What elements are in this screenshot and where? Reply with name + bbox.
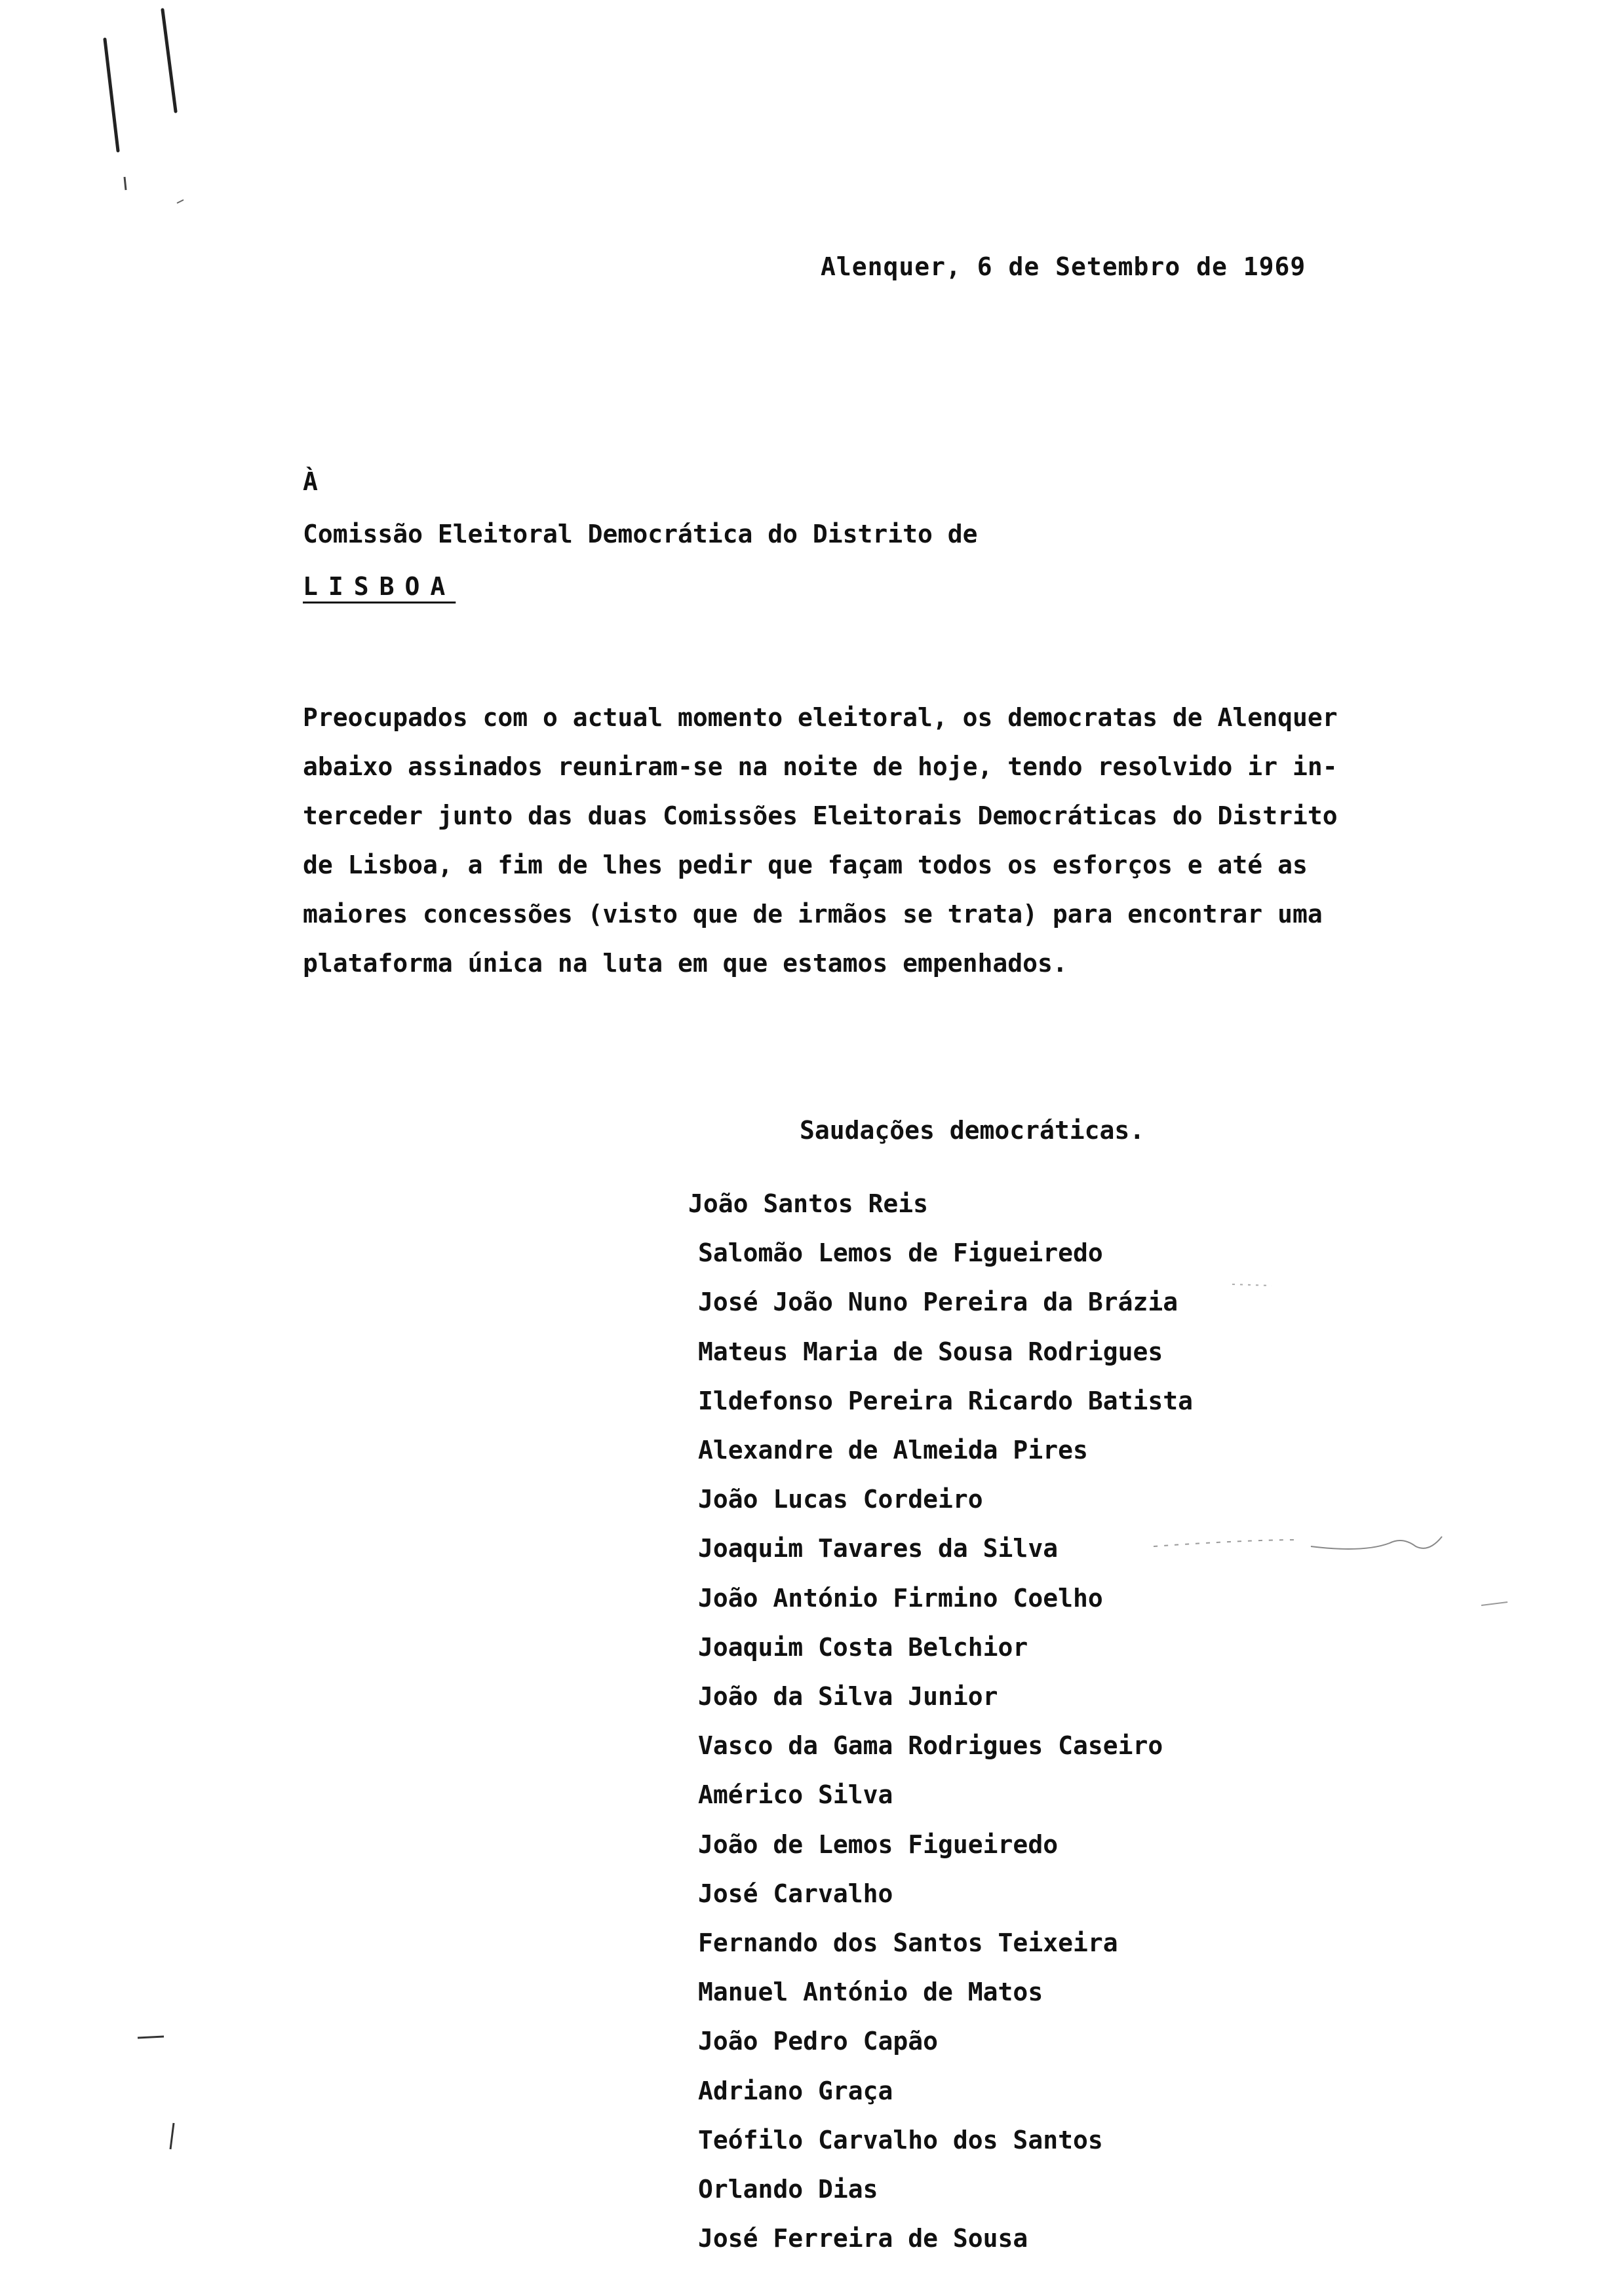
- letter-body: [303, 693, 1509, 988]
- signatory: João da Silva Junior: [698, 1682, 998, 1712]
- signatory: João Pedro Capão: [698, 2027, 939, 2056]
- signatory: Fernando dos Santos Teixeira: [698, 1928, 1118, 1958]
- handwritten-bottom-marks: [125, 2018, 203, 2175]
- handwritten-margin-marks: [92, 0, 210, 210]
- signatories-list: [688, 1179, 1193, 2263]
- body-line: Preocupados com o actual momento eleitoral, os democratas de Alenquer: [303, 703, 1338, 732]
- signatory: Joaquim Tavares da Silva: [698, 1534, 1059, 1563]
- addressee-organization: Comissão Eleitoral Democrática do Distrito de: [303, 520, 978, 548]
- signatory: Alexandre de Almeida Pires: [698, 1436, 1088, 1465]
- signatory: João Lucas Cordeiro: [698, 1485, 983, 1514]
- closing-salutation: Saudações democráticas.: [800, 1116, 1145, 1145]
- signatory: Mateus Maria de Sousa Rodrigues: [698, 1337, 1163, 1366]
- signatory: José Carvalho: [698, 1879, 893, 1908]
- signatory: Orlando Dias: [698, 2175, 878, 2204]
- body-line: maiores concessões (visto que de irmãos se trata) para encontrar uma: [303, 900, 1323, 928]
- signatory: João António Firmino Coelho: [698, 1583, 1103, 1613]
- signatory: Teófilo Carvalho dos Santos: [698, 2125, 1103, 2154]
- body-line: plataforma única na luta em que estamos empenhados.: [303, 949, 1068, 978]
- signatory: Joaquim Costa Belchior: [698, 1632, 1028, 1662]
- signatory: Américo Silva: [698, 1780, 893, 1810]
- signatory: Salomão Lemos de Figueiredo: [698, 1238, 1103, 1268]
- body-line: abaixo assinados reuniram-se na noite de hoje, tendo resolvido ir in-: [303, 752, 1338, 781]
- signatory: José Ferreira de Sousa: [698, 2224, 1028, 2253]
- signatory: Vasco da Gama Rodrigues Caseiro: [698, 1731, 1163, 1761]
- signatory: João de Lemos Figueiredo: [698, 1829, 1059, 1859]
- signatory: Manuel António de Matos: [698, 1978, 1043, 2007]
- signatory: João Santos Reis: [688, 1189, 929, 1218]
- dateline: Alenquer, 6 de Setembro de 1969: [821, 252, 1306, 281]
- body-line: de Lisboa, a fim de lhes pedir que façam todos os esforços e até as: [303, 851, 1308, 879]
- body-line: terceder junto das duas Comissões Eleitorais Democráticas do Distrito: [303, 801, 1338, 830]
- signatory: Ildefonso Pereira Ricardo Batista: [698, 1386, 1193, 1415]
- signatory: José João Nuno Pereira da Brázia: [698, 1288, 1178, 1317]
- addressee-prefix: À: [303, 467, 318, 496]
- signatory: Adriano Graça: [698, 2076, 893, 2105]
- addressee-city: LISBOA: [303, 572, 456, 601]
- addressee-block: [303, 455, 978, 613]
